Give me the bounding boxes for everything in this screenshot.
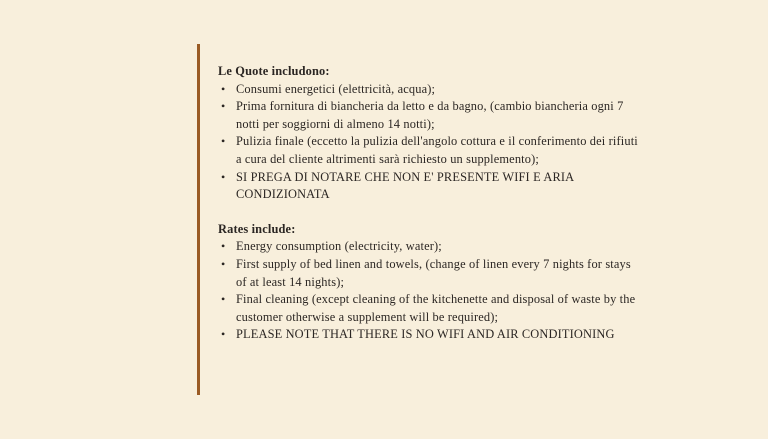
english-list <box>218 238 638 344</box>
list-item-text: Energy consumption (electricity, water); <box>236 239 442 254</box>
italian-section <box>218 63 638 204</box>
english-heading: Rates include: <box>218 221 296 236</box>
list-item <box>218 238 638 256</box>
italian-list <box>218 81 638 204</box>
list-item <box>218 81 638 99</box>
list-item <box>218 256 638 291</box>
list-item <box>218 326 638 344</box>
list-item-text: PLEASE NOTE THAT THERE IS NO WIFI AND AIR CONDITIONING <box>236 327 615 342</box>
rates-info-block <box>218 63 638 344</box>
list-item-text: First supply of bed linen and towels, (change of linen every 7 nights for stays of at least 14 nights); <box>236 256 631 289</box>
list-item <box>218 98 638 133</box>
list-item <box>218 169 638 204</box>
list-item-text: Consumi energetici (elettricità, acqua); <box>236 81 436 96</box>
bullet-icon: • <box>221 327 226 342</box>
list-item-text: Prima fornitura di biancheria da letto e da bagno, (cambio biancheria ogni 7 notti per soggiorni di almeno 14 notti); <box>236 99 624 131</box>
bullet-icon: • <box>221 256 226 271</box>
english-section <box>218 221 638 344</box>
bullet-icon: • <box>221 81 226 96</box>
list-item-text: Pulizia finale (eccetto la pulizia dell'angolo cottura e il conferimento dei rifiuti a cura del cliente altrimenti sarà richiesto un supplemento); <box>236 134 638 166</box>
list-item <box>218 133 638 168</box>
list-item <box>218 291 638 326</box>
bullet-icon: • <box>221 134 226 149</box>
bullet-icon: • <box>221 99 226 114</box>
list-item-text: SI PREGA DI NOTARE CHE NON E' PRESENTE WIFI E ARIA CONDIZIONATA <box>236 169 574 202</box>
list-item-text: Final cleaning (except cleaning of the kitchenette and disposal of waste by the customer otherwise a supplement will be required); <box>236 292 636 324</box>
italian-heading: Le Quote includono: <box>218 64 330 78</box>
bullet-icon: • <box>221 239 226 254</box>
bullet-icon: • <box>221 292 226 307</box>
vertical-accent-rule <box>197 44 200 395</box>
bullet-icon: • <box>221 169 226 184</box>
